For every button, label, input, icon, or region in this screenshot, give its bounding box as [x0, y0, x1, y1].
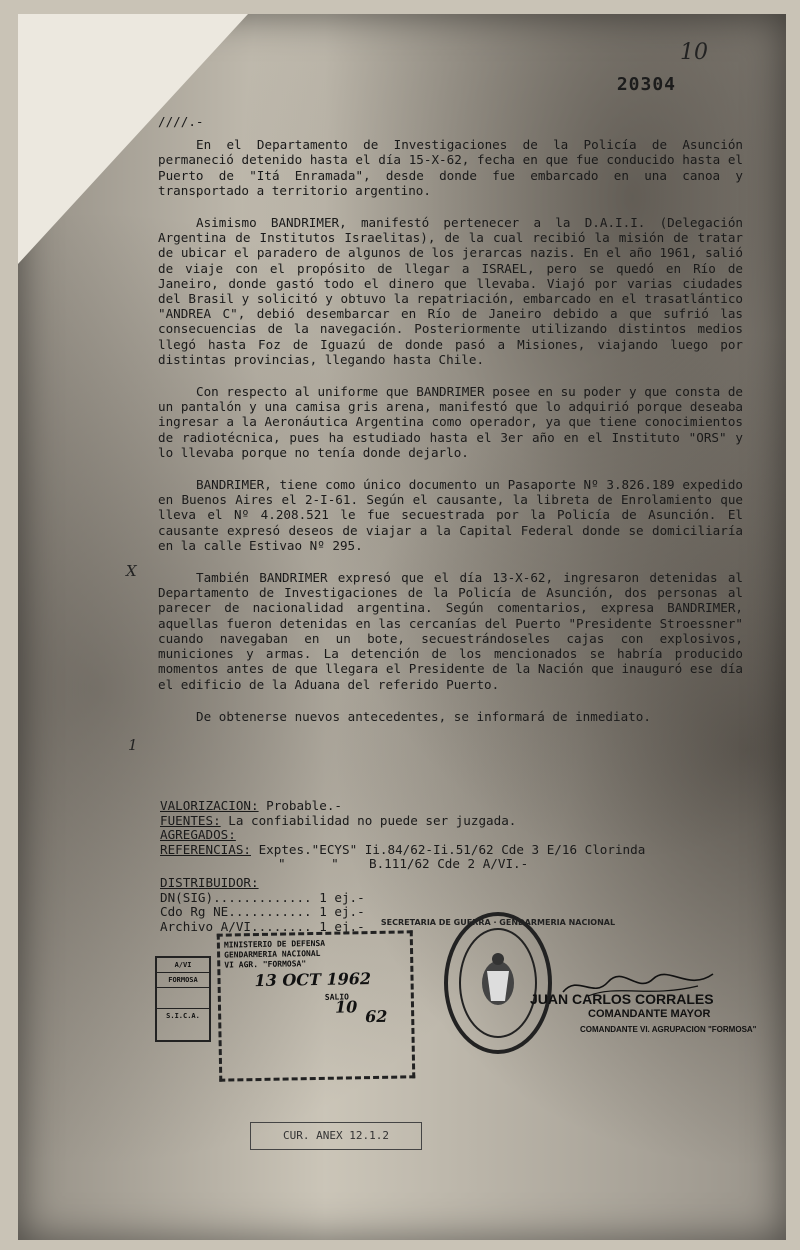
avi-stamp [155, 956, 211, 1042]
reception-stamp-number: 10 [334, 997, 358, 1017]
paragraph-5: También BANDRIMER expresó que el día 13-X-62, ingresaron detenidas al Departamento de Investigaciones de la Policía de Asunción, dos personas al parecer de nacionalidad argentina. Según comentarios, expresa BANDRIMER, aquellas fueron detenidas en las cercanías del Puerto "Presidente Stroessner" cuando navegaban en un bote, secuestrándoseles cajas con explosivos, municiones y armas. La detención de los mencionados se habría producido momentos antes de que llegara el Presidente de la Nación que inauguró ese día el edificio de la Aduana del referido Puerto. [158, 570, 743, 692]
paragraph-1: En el Departamento de Investigaciones de la Policía de Asunción permaneció detenido hasta el día 15-X-62, fecha en que fue conducido hasta el Puerto de "Itá Enramada", desde donde fue embarcado en una canoa y transportado a territorio argentino. [158, 137, 743, 198]
reception-stamp-salio: SALIO [324, 992, 350, 1002]
reception-stamp-year: 62 [365, 1006, 388, 1027]
margin-one-mark: 1 [128, 736, 138, 754]
signer-name: JUAN CARLOS CORRALES [530, 991, 714, 1007]
signer-rank: COMANDANTE MAYOR [588, 1008, 711, 1020]
paragraph-4: BANDRIMER, tiene como único documento un Pasaporte Nº 3.826.189 expedido en Buenos Aires el 2-I-61. Según el causante, la libreta de Enrolamiento que lleva el Nº 4.208.521 le fue secuestrada por la Policía de Asunción. El causante expresó deseos de viajar a la Capital Federal donde se domiciliaría en la calle Estivao Nº 295. [158, 477, 743, 553]
seal-text: SECRETARIA DE GUERRA · GENDARMERIA NACIONAL [380, 918, 616, 927]
document-number: 20304 [616, 74, 676, 95]
page-number: 10 [680, 40, 708, 65]
body-text [158, 114, 743, 741]
reception-stamp-line-1: MINISTERIO DE DEFENSA [223, 938, 326, 950]
avi-stamp-line-3 [157, 988, 209, 1009]
reception-stamp [217, 930, 416, 1081]
valorizacion-label: VALORIZACION: [160, 798, 259, 813]
fuentes-value: La confiabilidad no puede ser juzgada. [228, 812, 517, 828]
avi-stamp-line-4: S.I.C.A. [166, 1012, 200, 1020]
reception-stamp-date: 13 OCT 1962 [254, 969, 372, 991]
paragraph-3: Con respecto al uniforme que BANDRIMER posee en su poder y que consta de un pantalón y una camisa gris arena, manifestó que lo adquirió porque deseaba ingresar a la Aeronáutica Argentina como operador, ya que tiene conocimientos de radiotécnica, pues ha estudiado hasta el 3er año en el Instituto "ORS" y lo llevaba porque no tenía donde dejarlo. [158, 384, 743, 460]
paragraph-2: Asimismo BANDRIMER, manifestó pertenecer a la D.A.I.I. (Delegación Argentina de Institutos Israelitas), de la cual recibió la misión de tratar de ubicar el paradero de algunos de los jerarcas nazis. En el año 1961, salió de viaje con el propósito de llegar a ISRAEL, pero se quedó en Río de Janeiro, donde gastó todo el dinero que llevaba. Viajó por varias ciudades del Brasil y solicitó y obtuvo la repatriación, embarcado en el trasatlántico "ANDREA C", debió desembarcar en Río de Janeiro debido a que sufrió las consecuencias de la navegación. Posteriormente utilizando distintos medios llegó hasta Foz de Iguazú de donde pasó a Misiones, viajando luego por distintas provincias, llegando hasta Chile. [158, 215, 743, 367]
signer-unit: COMANDANTE VI. AGRUPACION "FORMOSA" [580, 1025, 757, 1034]
distribution-line-1: DN(SIG)............. 1 ej.- [160, 889, 365, 905]
agregados-label: AGREGADOS: [160, 827, 236, 842]
distribution-line-2: Cdo Rg NE........... 1 ej.- [160, 904, 365, 919]
avi-stamp-line-2: FORMOSA [157, 973, 209, 988]
avi-stamp-line-1: A/VI [157, 958, 209, 973]
reception-stamp-line-2: GENDARMERIA NACIONAL [224, 948, 321, 960]
referencias-line-2: " " B.111/62 Cde 2 A/VI.- [278, 856, 529, 871]
paragraph-6: De obtenerse nuevos antecedentes, se informará de inmediato. [196, 708, 651, 724]
document-page [18, 14, 786, 1240]
reception-stamp-line-3: VI AGR. "FORMOSA" [224, 959, 307, 970]
distribution-list [160, 876, 365, 934]
referencias-label: REFERENCIAS: [160, 841, 251, 857]
distribution-label: DISTRIBUIDOR: [160, 875, 259, 890]
fuentes-label: FUENTES: [160, 812, 221, 828]
distribution-line-3: Archivo A/VI........ 1 ej.- [160, 918, 365, 934]
valorizacion-value: Probable.- [266, 798, 342, 813]
continuation-mark: ////.- [158, 114, 204, 129]
referencias-line-1: Exptes."ECYS" Ii.84/62-Ii.51/62 Cde 3 E/16 Clorinda [258, 841, 646, 857]
margin-x-mark: X [126, 562, 137, 580]
report-metadata [160, 799, 760, 872]
bottom-stamp: CUR. ANEX 12.1.2 [250, 1122, 422, 1150]
signature-block [530, 992, 756, 1037]
